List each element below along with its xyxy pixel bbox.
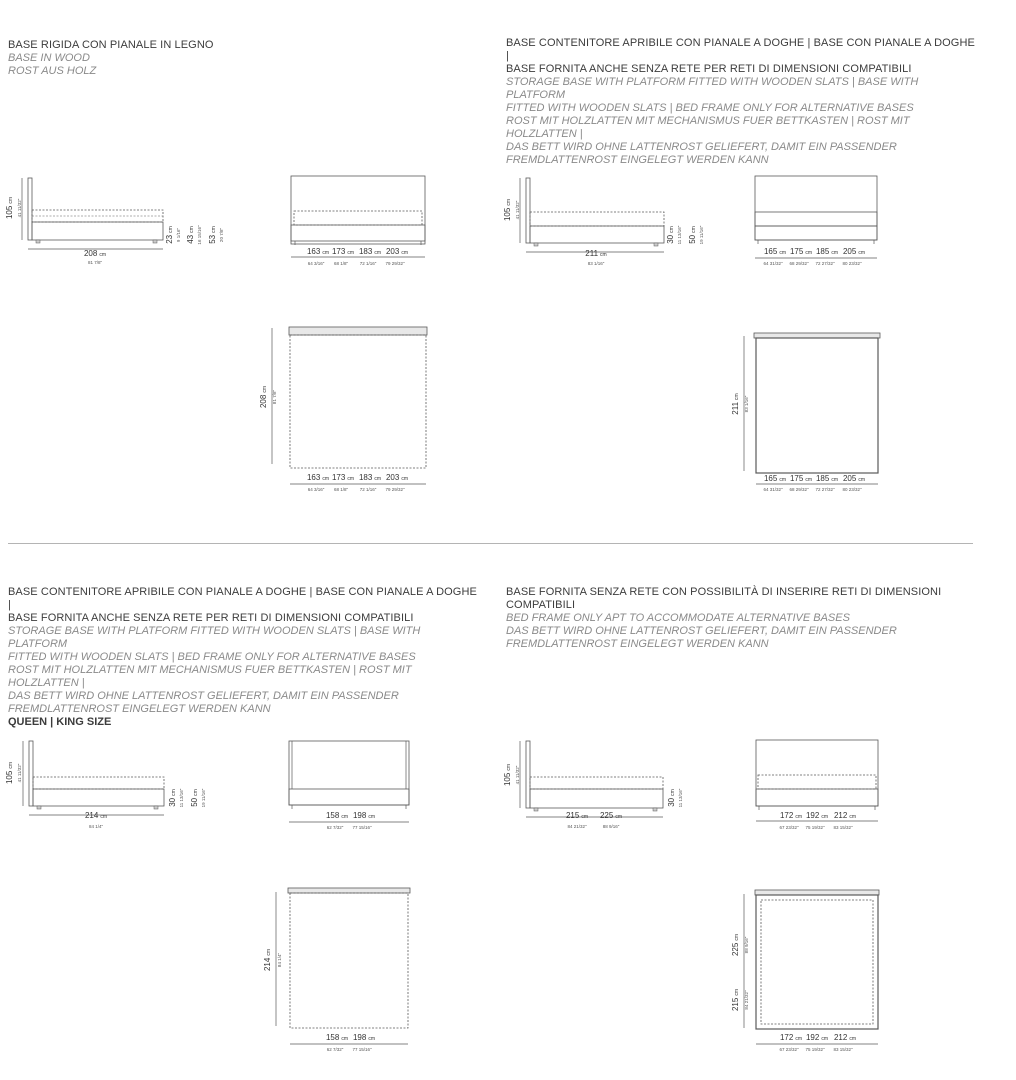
header-title-line: BASE FORNITA ANCHE SENZA RETE PER RETI DI DIMENSIONI COMPATIBILI [506, 63, 912, 75]
bed-base-front-view [755, 212, 877, 226]
dimension-value: 208 cm [83, 249, 107, 258]
bed-base-profile [33, 789, 164, 806]
bed-base-front-view [291, 225, 425, 241]
dimension-value: 192 cm [805, 1033, 829, 1042]
bed-width-label [843, 247, 865, 256]
dimension-unit: cm [831, 477, 839, 483]
dimension-unit: cm [670, 789, 676, 796]
bed-base-front-view [756, 789, 878, 806]
dimension-unit: cm [171, 789, 177, 796]
bed-foot [153, 240, 157, 243]
dimension-value: 165 cm [763, 247, 787, 256]
size-label: QUEEN | KING SIZE [8, 716, 112, 728]
base-height-inch: 9 1/16" [176, 227, 181, 243]
bed-length-label [85, 811, 107, 820]
dimension-value: 30cm [168, 789, 177, 807]
dimension-value: 105cm [5, 761, 14, 785]
bed-width-inch: 77 15/16" [352, 825, 372, 830]
dimension-unit: cm [581, 814, 589, 820]
plan-width-label [332, 473, 354, 482]
dimension-unit: cm [99, 252, 107, 258]
headboard-height-label [503, 199, 512, 221]
base-height-label [186, 226, 195, 244]
plan-width-label [386, 473, 408, 482]
header-title-line: COMPATIBILI [506, 599, 576, 611]
headboard-profile [28, 178, 32, 240]
bed-plan-view [756, 338, 878, 473]
bed-plan-view [756, 895, 878, 1029]
bed-width-label [806, 811, 828, 820]
dimension-unit: cm [347, 250, 355, 256]
dimension-value: 173 cm [331, 473, 355, 482]
dimension-value: 198 cm [352, 1033, 376, 1042]
dimension-unit: cm [734, 393, 740, 400]
dimension-value: 203 cm [385, 247, 409, 256]
dimension-unit: cm [322, 250, 330, 256]
dimension-unit: cm [795, 814, 803, 820]
dimension-unit: cm [821, 814, 829, 820]
headboard-front-view [756, 740, 878, 806]
header-title-line: BASE FORNITA ANCHE SENZA RETE PER RETI DI DIMENSIONI COMPATIBILI [8, 612, 414, 624]
bed-width-inch: 68 1/8" [333, 261, 349, 266]
bed-plan-inner-outline [761, 900, 873, 1024]
header-translation-line: ROST MIT HOLZLATTEN MIT MECHANISMUS FUER BETTKASTEN | ROST MIT HOLZLATTEN | [8, 664, 412, 689]
headboard-plan-view [288, 888, 410, 893]
dimension-unit: cm [734, 988, 740, 996]
bed-width-label [816, 247, 838, 256]
header-title-line: BASE CONTENITORE APRIBILE CON PIANALE A DOGHE | BASE CON PIANALE A DOGHE | [8, 586, 477, 611]
bed-width-inch: 80 23/32" [842, 261, 862, 266]
bed-width-inch: 79 29/32" [385, 261, 405, 266]
headboard-profile [526, 178, 530, 243]
plan-width-inch: 68 29/32" [789, 487, 809, 492]
bed-foot [36, 240, 40, 243]
bed-width-inch: 68 29/32" [789, 261, 809, 266]
headboard-height-label [5, 762, 14, 784]
dimension-unit: cm [849, 814, 857, 820]
bed-width-inch: 64 3/16" [307, 261, 325, 266]
dimension-unit: cm [600, 252, 607, 258]
base-height-label [190, 789, 199, 807]
dimension-unit: cm [401, 476, 409, 482]
plan-length-label [731, 989, 740, 1011]
bed-width-label [790, 247, 812, 256]
dimension-unit: cm [100, 814, 108, 820]
header-translation-line: FITTED WITH WOODEN SLATS | BED FRAME ONLY FOR ALTERNATIVE BASES [8, 651, 416, 663]
dimension-value: 214 cm [84, 811, 108, 820]
headboard-plan-view [755, 890, 879, 895]
plan-width-inch: 68 1/8" [333, 487, 349, 492]
bed-base-profile [530, 789, 663, 808]
base-height-inch: 16 15/16" [197, 225, 202, 245]
bed-width-label [307, 247, 329, 256]
headboard-height-inch: 41 11/32" [515, 765, 520, 785]
dimension-unit: cm [506, 763, 512, 771]
bed-length-inch: 84 21/32" [567, 824, 587, 829]
dimension-unit: cm [347, 476, 355, 482]
bed-length-inch: 81 7/8" [87, 260, 103, 265]
dimension-unit: cm [734, 933, 740, 941]
plan-width-label [790, 474, 812, 483]
dimension-unit: cm [858, 477, 866, 483]
dimension-value: 158 cm [325, 1033, 349, 1042]
dimension-unit: cm [779, 250, 787, 256]
mattress-outline [33, 777, 164, 789]
plan-width-label [326, 1033, 348, 1042]
dimension-value: 23cm [165, 226, 174, 244]
dimension-unit: cm [805, 250, 813, 256]
dimension-unit: cm [374, 476, 382, 482]
bed-foot [653, 808, 657, 811]
headboard-front-view [755, 176, 877, 240]
dimension-value: 163 cm [306, 473, 330, 482]
dimension-value: 211cm [731, 393, 740, 415]
bed-width-inch: 72 27/32" [815, 261, 835, 266]
base-height-inch: 20 7/8" [219, 227, 224, 243]
bed-foot [37, 806, 41, 809]
plan-width-label [764, 474, 786, 483]
bed-width-inch: 83 15/32" [833, 825, 853, 830]
header-translation-line: ROST AUS HOLZ [8, 65, 97, 77]
bed-width-label [359, 247, 381, 256]
header-translation-line: DAS BETT WIRD OHNE LATTENROST GELIEFERT, DAMIT EIN PASSENDER [506, 625, 897, 637]
dimension-unit: cm [858, 250, 866, 256]
mattress-outline [530, 777, 663, 789]
headboard-front-view [291, 176, 425, 244]
bed-width-inch: 62 7/32" [326, 825, 344, 830]
dimension-unit: cm [821, 1036, 829, 1042]
dimension-value: 105cm [503, 763, 512, 787]
bed-width-inch: 64 31/32" [763, 261, 783, 266]
dimension-unit: cm [189, 226, 195, 233]
plan-width-inch: 64 31/32" [763, 487, 783, 492]
dimension-unit: cm [262, 385, 268, 393]
dimension-value: 205 cm [842, 474, 866, 483]
dimension-value: 53cm [208, 226, 217, 244]
dimension-unit: cm [691, 226, 697, 233]
dimension-value: 183 cm [358, 247, 382, 256]
dimension-value: 185 cm [815, 247, 839, 256]
mattress-outline [530, 212, 664, 226]
base-height-inch: 19 11/16" [699, 225, 704, 245]
dimension-value: 43cm [186, 226, 195, 244]
bed-width-label [834, 811, 856, 820]
bed-length-label [84, 249, 106, 258]
plan-width-label [353, 1033, 375, 1042]
plan-width-inch: 72 1/16" [359, 487, 377, 492]
dimension-value: 105cm [5, 196, 14, 220]
dimension-value: 50cm [190, 789, 199, 807]
plan-length-inch: 83 1/16" [744, 395, 749, 413]
plan-width-inch: 83 15/32" [833, 1047, 853, 1052]
bed-plan-view [290, 335, 426, 468]
dimension-unit: cm [849, 1036, 857, 1042]
base-height-label [666, 226, 675, 244]
dimension-value: 175 cm [789, 474, 813, 483]
dimension-value: 175 cm [789, 247, 813, 256]
dimension-value: 165 cm [763, 474, 787, 483]
header-title-line: BASE CONTENITORE APRIBILE CON PIANALE A DOGHE | BASE CON PIANALE A DOGHE | [506, 37, 975, 62]
dimension-unit: cm [831, 250, 839, 256]
plan-width-label [307, 473, 329, 482]
plan-width-inch: 72 27/32" [815, 487, 835, 492]
dimension-value: 183 cm [358, 473, 382, 482]
plan-width-inch: 77 15/16" [352, 1047, 372, 1052]
dimension-value: 212 cm [833, 1033, 857, 1042]
headboard-front-view [289, 741, 409, 805]
bed-length-label [585, 249, 606, 258]
headboard-profile [526, 741, 530, 808]
plan-width-label [834, 1033, 856, 1042]
base-height-label [688, 226, 697, 244]
bed-base-front-view [289, 789, 409, 805]
bed-width-label [332, 247, 354, 256]
header-translation-line: BED FRAME ONLY APT TO ACCOMMODATE ALTERNATIVE BASES [506, 612, 850, 624]
plan-width-label [816, 474, 838, 483]
mattress-front-outline [294, 211, 422, 225]
bed-foot [654, 243, 658, 246]
plan-width-inch: 64 3/16" [307, 487, 325, 492]
bed-storage-front-view [755, 226, 877, 240]
plan-length-label [731, 934, 740, 956]
dimension-unit: cm [266, 948, 272, 956]
header-translation-line: FREMDLATTENROST EINGELEGT WERDEN KANN [8, 703, 271, 715]
dimension-value: 50cm [688, 226, 697, 244]
plan-width-label [780, 1033, 802, 1042]
mattress-front-outline [758, 775, 876, 789]
dimension-unit: cm [795, 1036, 803, 1042]
base-height-inch: 11 13/16" [179, 788, 184, 808]
dimension-value: 211 cm [585, 249, 607, 258]
header-translation-line: ROST MIT HOLZLATTEN MIT MECHANISMUS FUER BETTKASTEN | ROST MIT HOLZLATTEN | [506, 115, 910, 140]
plan-width-label [806, 1033, 828, 1042]
dimension-value: 105cm [503, 198, 512, 222]
headboard-height-label [5, 197, 14, 219]
dimension-value: 205 cm [842, 247, 866, 256]
header-title-line: BASE FORNITA SENZA RETE CON POSSIBILITÀ DI INSERIRE RETI DI DIMENSIONI [506, 586, 942, 598]
plan-width-inch: 79 29/32" [385, 487, 405, 492]
dimension-value: 198 cm [352, 811, 376, 820]
dimension-value: 212 cm [833, 811, 857, 820]
bed-width-label [326, 811, 348, 820]
dimension-value: 214cm [263, 948, 272, 972]
dimension-unit: cm [805, 477, 813, 483]
plan-width-label [359, 473, 381, 482]
header-translation-line: BASE IN WOOD [8, 52, 90, 64]
bed-width-label [780, 811, 802, 820]
header-translation-line: DAS BETT WIRD OHNE LATTENROST GELIEFERT, DAMIT EIN PASSENDER [506, 141, 897, 153]
dimension-value: 215 cm [565, 811, 589, 820]
dimension-unit: cm [8, 761, 14, 769]
mattress-outline [32, 210, 163, 222]
dimension-unit: cm [211, 226, 217, 233]
plan-width-label [843, 474, 865, 483]
headboard-height-inch: 41 11/32" [17, 198, 22, 218]
base-height-label [667, 789, 676, 807]
dimension-value: 173 cm [331, 247, 355, 256]
dimension-value: 30cm [667, 789, 676, 807]
base-height-inch: 11 13/16" [678, 788, 683, 808]
dimension-unit: cm [341, 814, 349, 820]
dimension-value: 158 cm [325, 811, 349, 820]
plan-length-inch: 84 1/4" [277, 952, 282, 968]
bed-length-inch: 84 1/4" [88, 824, 104, 829]
dimension-unit: cm [368, 814, 376, 820]
headboard-height-inch: 41 11/32" [17, 763, 22, 783]
plan-length-label [731, 393, 740, 414]
dimension-value: 172 cm [779, 811, 803, 820]
dimension-value: 215cm [731, 988, 740, 1012]
bed-length-label [566, 811, 588, 820]
bed-width-inch: 67 23/32" [779, 825, 799, 830]
bed-width-inch: 75 19/32" [805, 825, 825, 830]
dimension-value: 225cm [731, 933, 740, 957]
plan-length-inch: 81 7/8" [272, 389, 277, 405]
base-height-label [168, 789, 177, 807]
dimension-unit: cm [193, 789, 199, 796]
bed-plan-view [290, 893, 408, 1028]
bed-foot [534, 243, 538, 246]
header-translation-line: FREMDLATTENROST EINGELEGT WERDEN KANN [506, 638, 769, 650]
bed-base-profile [530, 226, 664, 243]
base-height-inch: 19 11/16" [201, 788, 206, 808]
dimension-value: 163 cm [306, 247, 330, 256]
dimension-unit: cm [168, 226, 174, 233]
headboard-height-label [503, 764, 512, 786]
plan-length-label [263, 949, 272, 971]
bed-width-label [353, 811, 375, 820]
headboard-plan-view [289, 327, 427, 335]
dimension-unit: cm [615, 814, 623, 820]
dimension-unit: cm [779, 477, 787, 483]
dimension-unit: cm [669, 226, 675, 233]
bed-width-label [386, 247, 408, 256]
bed-width-label [764, 247, 786, 256]
plan-width-inch: 75 19/32" [805, 1047, 825, 1052]
header-translation-line: STORAGE BASE WITH PLATFORM FITTED WITH WOODEN SLATS | BASE WITH PLATFORM [8, 625, 421, 650]
dimension-unit: cm [8, 196, 14, 204]
headboard-profile [29, 741, 33, 806]
dimension-unit: cm [374, 250, 382, 256]
base-height-inch: 11 13/16" [677, 225, 682, 245]
dimension-unit: cm [401, 250, 409, 256]
dimension-value: 208cm [259, 385, 268, 409]
plan-length-inch: 88 9/16" [744, 936, 749, 954]
bed-foot [154, 806, 158, 809]
bed-base-profile [32, 222, 163, 240]
bed-foot [534, 808, 538, 811]
dimension-value: 192 cm [805, 811, 829, 820]
dimension-unit: cm [506, 198, 512, 206]
plan-width-inch: 80 23/32" [842, 487, 862, 492]
dimension-value: 185 cm [815, 474, 839, 483]
bed-length-inch: 88 9/16" [602, 824, 620, 829]
dimension-unit: cm [368, 1036, 376, 1042]
dimension-value: 172 cm [779, 1033, 803, 1042]
header-translation-line: STORAGE BASE WITH PLATFORM FITTED WITH WOODEN SLATS | BASE WITH PLATFORM [506, 76, 919, 101]
dimension-value: 203 cm [385, 473, 409, 482]
dimension-value: 30cm [666, 226, 675, 244]
bed-length-label [600, 811, 622, 820]
plan-width-inch: 67 23/32" [779, 1047, 799, 1052]
dimension-value: 225 cm [599, 811, 623, 820]
dimension-unit: cm [341, 1036, 349, 1042]
header-translation-line: DAS BETT WIRD OHNE LATTENROST GELIEFERT, DAMIT EIN PASSENDER [8, 690, 399, 702]
header-translation-line: FITTED WITH WOODEN SLATS | BED FRAME ONLY FOR ALTERNATIVE BASES [506, 102, 914, 114]
base-height-label [165, 226, 174, 244]
bed-length-inch: 83 1/16" [587, 261, 605, 266]
plan-length-label [259, 386, 268, 408]
headboard-plan-view [754, 333, 880, 338]
header-title-line: BASE RIGIDA CON PIANALE IN LEGNO [8, 39, 214, 51]
bed-width-inch: 72 1/16" [359, 261, 377, 266]
base-height-label [208, 226, 217, 244]
plan-width-inch: 62 7/32" [326, 1047, 344, 1052]
dimension-unit: cm [322, 476, 330, 482]
header-translation-line: FREMDLATTENROST EINGELEGT WERDEN KANN [506, 154, 769, 166]
plan-length-inch: 84 21/32" [744, 990, 749, 1010]
headboard-height-inch: 41 11/32" [515, 200, 520, 220]
